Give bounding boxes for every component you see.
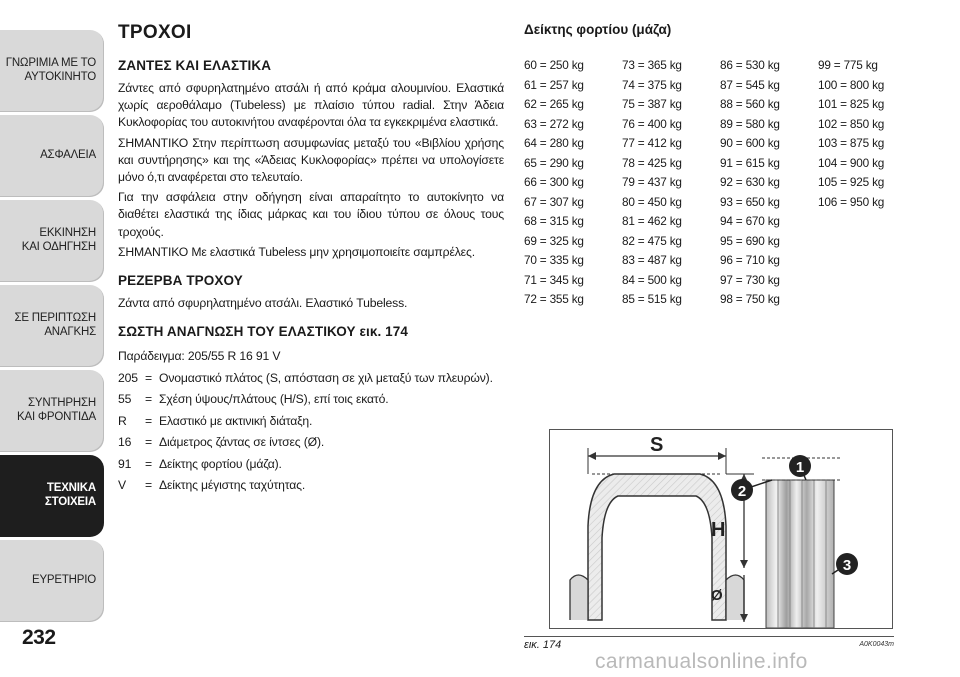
definition-row: [118, 368, 504, 390]
load-index-entry: 106 = 950 kg: [818, 194, 885, 209]
load-index-entry: 65 = 290 kg: [524, 155, 584, 170]
tab-index[interactable]: [0, 540, 104, 622]
callout-1-label: 1: [795, 459, 805, 476]
figure-caption: [524, 636, 894, 651]
tab-safety[interactable]: [0, 115, 104, 197]
def-eq: =: [145, 478, 152, 493]
load-index-entry: 62 = 265 kg: [524, 97, 584, 111]
load-index-entry: 91 = 615 kg: [720, 155, 780, 170]
definition-row: [118, 389, 504, 411]
definition-row: [118, 454, 504, 476]
example-line: [118, 346, 504, 368]
load-index-entry: 89 = 580 kg: [720, 116, 780, 131]
load-index-entry: 77 = 412 kg: [622, 136, 682, 150]
load-index-entry: 83 = 487 kg: [622, 253, 682, 267]
def-eq: =: [145, 392, 152, 407]
right-column: [524, 22, 924, 316]
load-index-entry: 80 = 450 kg: [622, 194, 682, 209]
definition-row: [118, 475, 504, 497]
load-index-column: [622, 56, 717, 310]
caption-text: εικ. 174: [524, 639, 562, 651]
section-heading: ΖΑΝΤΕΣ ΚΑΙ ΕΛΑΣΤΙΚΑ: [118, 58, 272, 73]
load-index-entry: 90 = 600 kg: [720, 136, 780, 150]
def-code: 205: [118, 370, 138, 385]
load-index-entry: 73 = 365 kg: [622, 58, 682, 72]
def-code: 91: [118, 456, 132, 471]
def-code: V: [118, 478, 126, 493]
load-index-entry: 64 = 280 kg: [524, 136, 584, 150]
callout-1: [789, 455, 811, 480]
load-index-entry: 69 = 325 kg: [524, 233, 584, 248]
page-number: 232: [22, 626, 56, 649]
callout-3: [832, 553, 858, 575]
paragraph: Ζάντες από σφυρηλατημένο ατσάλι ή από κράμα αλουμινίου. Ελαστικά χωρίς αεροθάλαμο (Tubeless) με πλαίσιο τύπου radial. Στην Άδεια Κυκλοφορίας του αυτοκινήτου αναφέρονται όλα τα εγκεκριμένα ελαστικά.: [118, 81, 504, 130]
def-text: Δείκτης μέγιστης ταχύτητας.: [159, 478, 306, 493]
callout-3-label: 3: [842, 557, 852, 574]
load-index-entry: 67 = 307 kg: [524, 194, 584, 209]
left-column: [118, 22, 504, 509]
paragraph: ΣΗΜΑΝΤΙΚΟ Με ελαστικά Tubeless μην χρησιμοποιείτε σαμπρέλες.: [118, 244, 475, 259]
def-code: 55: [118, 392, 132, 407]
tab-technical-data[interactable]: [0, 455, 104, 537]
definition-row: [118, 432, 504, 454]
tyre-tread-view: [762, 458, 840, 628]
section-heading: ΡΕΖΕΡΒΑ ΤΡΟΧΟΥ: [118, 273, 243, 289]
load-index-entry: 88 = 560 kg: [720, 97, 780, 111]
load-index-column: [524, 56, 619, 310]
load-index-entry: 70 = 335 kg: [524, 253, 584, 267]
tyre-diagram: [549, 429, 893, 629]
load-index-entry: 78 = 425 kg: [622, 155, 682, 170]
tab-getting-to-know[interactable]: [0, 30, 104, 112]
def-eq: =: [145, 435, 152, 450]
load-index-entry: 92 = 630 kg: [720, 175, 780, 189]
load-index-entry: 60 = 250 kg: [524, 58, 584, 72]
def-eq: =: [145, 370, 152, 385]
load-index-entry: 96 = 710 kg: [720, 253, 780, 267]
load-index-entry: 102 = 850 kg: [818, 116, 885, 131]
def-code: R: [118, 413, 127, 428]
load-index-table: [524, 56, 924, 316]
label-h: H: [711, 519, 726, 541]
tab-label: ΕΚΚΙΝΗΣΗ ΚΑΙ ΟΔΗΓΗΣΗ: [21, 227, 96, 253]
spare-wheel-section: [118, 273, 504, 312]
paragraph: Ζάντα από σφυρηλατημένο ατσάλι. Ελαστικό Tubeless.: [118, 296, 408, 311]
load-index-entry: 103 = 875 kg: [818, 136, 885, 150]
callout-2-label: 2: [737, 483, 747, 500]
tab-emergency[interactable]: [0, 285, 104, 367]
def-text: Δείκτης φορτίου (μάζα).: [159, 456, 282, 471]
load-index-entry: 61 = 257 kg: [524, 77, 584, 92]
example-text: Παράδειγμα: 205/55 R 16 91 V: [118, 349, 281, 364]
load-index-entry: 85 = 515 kg: [622, 292, 682, 306]
def-eq: =: [145, 413, 152, 428]
load-index-entry: 87 = 545 kg: [720, 77, 780, 92]
load-index-column: [720, 56, 815, 310]
load-index-entry: 99 = 775 kg: [818, 58, 878, 72]
figure-code: A0K0043m: [859, 641, 894, 648]
section-heading: ΣΩΣΤΗ ΑΝΑΓΝΩΣΗ ΤΟΥ ΕΛΑΣΤΙΚΟΥ εικ. 174: [118, 324, 408, 340]
tyre-reading-section: [118, 324, 504, 497]
load-index-entry: 63 = 272 kg: [524, 116, 584, 131]
def-text: Σχέση ύψους/πλάτους (H/S), επί τοις εκατό.: [159, 392, 389, 407]
load-index-entry: 95 = 690 kg: [720, 233, 780, 248]
load-index-entry: 84 = 500 kg: [622, 272, 682, 287]
load-index-entry: 105 = 925 kg: [818, 175, 885, 189]
definition-row: [118, 411, 504, 433]
load-index-entry: 104 = 900 kg: [818, 155, 885, 170]
tab-label: ΑΣΦΑΛΕΙΑ: [40, 149, 96, 162]
width-dimension: [588, 434, 726, 474]
tab-label: ΕΥΡΕΤΗΡΙΟ: [31, 574, 96, 587]
tab-label: ΣΕ ΠΕΡΙΠΤΩΣΗ ΑΝΑΓΚΗΣ: [14, 312, 96, 338]
def-eq: =: [145, 456, 152, 471]
load-index-entry: 76 = 400 kg: [622, 116, 682, 131]
paragraph: Για την ασφάλεια στην οδήγηση είναι απαραίτητο το αυτοκίνητο να διαθέτει ελαστικά της ίδιας μάρκας και του ίδιου τύπου σε όλους τους τροχούς.: [118, 190, 504, 239]
label-s: S: [650, 434, 664, 456]
load-index-title: Δείκτης φορτίου (μάζα): [524, 22, 672, 37]
load-index-entry: 94 = 670 kg: [720, 214, 780, 228]
tab-starting-driving[interactable]: [0, 200, 104, 282]
load-index-entry: 98 = 750 kg: [720, 292, 780, 306]
load-index-entry: 86 = 530 kg: [720, 58, 780, 72]
load-index-entry: 81 = 462 kg: [622, 214, 682, 228]
page-title: ΤΡΟΧΟΙ: [118, 22, 192, 43]
def-code: 16: [118, 435, 132, 450]
load-index-entry: 72 = 355 kg: [524, 292, 584, 306]
load-index-entry: 93 = 650 kg: [720, 194, 780, 209]
load-index-entry: 68 = 315 kg: [524, 214, 584, 228]
load-index-entry: 74 = 375 kg: [622, 77, 682, 92]
load-index-entry: 71 = 345 kg: [524, 272, 584, 287]
load-index-entry: 66 = 300 kg: [524, 175, 584, 189]
tyre-diagram-svg: [550, 430, 892, 628]
load-index-column: [818, 56, 913, 212]
label-diameter: Ø: [711, 587, 723, 604]
load-index-entry: 100 = 800 kg: [818, 77, 885, 92]
load-index-entry: 101 = 825 kg: [818, 97, 885, 111]
load-index-entry: 97 = 730 kg: [720, 272, 780, 287]
paragraph: ΣΗΜΑΝΤΙΚΟ Στην περίπτωση ασυμφωνίας μεταξύ του «Βιβλίου χρήσης και συντήρησης» και της «Άδειας Κυκλοφορίας» πρέπει να υπολογίσετε μόνο ό,τι αναφέρεται στο τελευταίο.: [118, 135, 504, 185]
load-index-entry: 75 = 387 kg: [622, 97, 682, 111]
tab-label: ΣΥΝΤΗΡΗΣΗ ΚΑΙ ΦΡΟΝΤΙΔΑ: [17, 397, 96, 423]
def-text: Ονομαστικό πλάτος (S, απόσταση σε χιλ μεταξύ των πλευρών).: [159, 370, 493, 385]
tab-label: ΓΝΩΡΙΜΙΑ ΜΕ ΤΟ ΑΥΤΟΚΙΝΗΤΟ: [5, 57, 96, 83]
load-index-entry: 82 = 475 kg: [622, 233, 682, 248]
watermark: carmanualsonline.info: [595, 650, 808, 673]
load-index-entry: 79 = 437 kg: [622, 175, 682, 189]
tab-label: ΤΕΧΝΙΚΑ ΣΤΟΙΧΕΙΑ: [44, 482, 96, 508]
def-text: Ελαστικό με ακτινική διάταξη.: [159, 413, 313, 428]
def-text: Διάμετρος ζάντας σε ίντσες (Ø).: [159, 435, 325, 450]
tab-maintenance[interactable]: [0, 370, 104, 452]
wheels-tyres-section: [118, 58, 504, 261]
